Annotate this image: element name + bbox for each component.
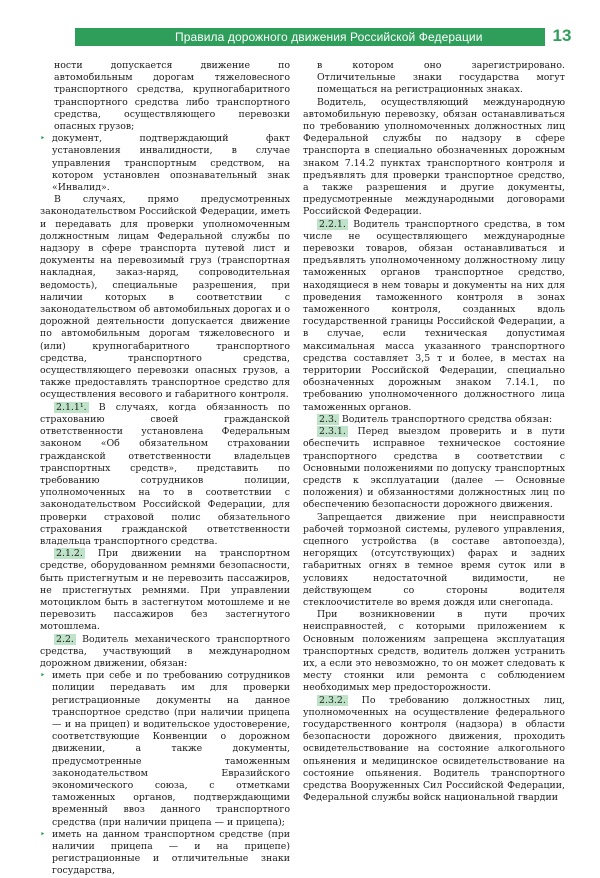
clause-text: При движении на транспортном средстве, оборудованном ремнями безопасности, быть пристегнутым и не перевозить пассажиров, не пристегнутых ремнями. При управлении мотоциклом быть в застегнутом мотошлеме и не перевозить пассажиров без застегнутого мотошлема.: [40, 548, 290, 633]
bullet-icon: ‣: [40, 134, 46, 145]
list-item-text: иметь при себе и по требованию сотрудников полиции передавать им для проверки регистрационные документы на данное транспортное средство (при наличии прицепа — и на прицеп) и водительское удостоверение, соответствующие Конвенции о дорожном движении, а также документы, предусмотренные таможенным законодательством Евразийского экономического союза, с отметками таможенных органов, подтверждающими временный ввоз данного транспортного средства (при наличии прицепа — и прицепа);: [52, 670, 290, 828]
paragraph: В случаях, прямо предусмотренных законодательством Российской Федерации, иметь и передавать для проверки уполномоченным должностным лицам Федеральной службы по надзору в сфере транспорта путевой лист и документы на перевозимый груз (транспортная накладная, заказ-наряд, сопроводительная ведомость), специальные разрешения, при наличии которых в соответствии с законодательством об автомобильных дорогах и о дорожной деятельности допускается движение по автомобильным дорогам тяжеловесного и (или) крупногабаритного транспортного средства, транспортного средства, осуществляющего перевозки опасных грузов, а также предоставлять транспортное средство для осуществления весового и габаритного контроля.: [40, 194, 290, 401]
clause-2-3-1: [303, 426, 565, 511]
list-item-text: иметь на данном транспортном средстве (при наличии прицепа — и на прицепе) регистрационные и отличительные знаки государства,: [52, 828, 290, 877]
paragraph: Водитель, осуществляющий международную автомобильную перевозку, обязан останавливаться по требованию уполномоченных должностных лиц Федеральной службы по надзору в сфере транспорта в специально обозначенных дорожным знаком 7.14.2 пунктах транспортного контроля и предъявлять для проверки транспортное средство, а также разрешения и другие документы, предусмотренные международными договорами Российской Федерации.: [303, 96, 565, 218]
clause-number: 2.3.1.: [319, 426, 346, 438]
clause-number: 2.2.: [56, 633, 74, 645]
bullet-icon: ‣: [40, 829, 46, 840]
list-item: [40, 829, 290, 878]
paragraph: в котором оно зарегистрировано. Отличительные знаки государства могут помещаться на регистрационных знаках.: [317, 60, 565, 96]
clause-number: 2.1.1¹.: [56, 401, 87, 413]
clause-text: Перед выездом проверить и в пути обеспечить исправное техническое состояние транспортного средства в соответствии с Основными положениями по допуску транспортных средств к эксплуатации (далее — Основные положения) и обязанностями должностных лиц по обеспечению безопасности дорожного движения.: [303, 426, 565, 511]
clause-number: 2.3.2.: [319, 694, 346, 706]
clause-text: По требованию должностных лиц, уполномоченных на осуществление федерального государственного контроля (надзора) в области безопасности дорожного движения, проходить освидетельствование на состояние алкогольного опьянения и медицинское освидетельствование на состояние опьянения. Водитель транспортного средства Вооруженных Сил Российской Федерации, Федеральной службы войск национальной гвардии: [303, 694, 565, 804]
clause-2-3-2: [303, 695, 565, 805]
page-number: 13: [552, 26, 572, 45]
paragraph: При возникновении в пути прочих неисправностей, с которыми приложением к Основным положениям запрещена эксплуатация транспортных средств, водитель должен устранить их, а если это невозможно, то он может следовать к месту стоянки или ремонта с соблюдением необходимых мер предосторожности.: [303, 609, 565, 694]
paragraph: ности допускается движение по автомобильным дорогам тяжеловесного транспортного средства, крупногабаритного транспортного средства либо транспортного средства, осуществляющего перевозки опасных грузов;: [54, 60, 290, 133]
clause-text: Водитель механического транспортного средства, участвующий в международном дорожном движении, обязан:: [40, 633, 290, 669]
running-title: Правила дорожного движения Российской Федерации: [175, 30, 483, 44]
clause-number: 2.3.: [319, 413, 337, 425]
clause-text: Водитель транспортного средства, в том числе не осуществляющего международные перевозки товаров, обязан останавливаться и предъявлять уполномоченному должностному лицу таможенных органов транспортное средство, находящиеся в нем товары и документы на них для проведения таможенного контроля в зонах таможенного контроля, созданных вдоль государственной границы Российской Федерации, а в случае, если техническая допустимая максимальная масса указанного транспортного средства составляет 3,5 т и более, в местах на территории Российской Федерации, специально обозначенных дорожным знаком 7.14.1, по требованию уполномоченного должностного лица таможенных органов.: [303, 218, 565, 413]
clause-text: В случаях, когда обязанность по страхованию своей гражданской ответственности установлена Федеральным законом «Об обязательном страховании гражданской ответственности владельцев транспортных средств», представить по требованию сотрудников полиции, уполномоченных на то в соответствии с законодательством Российской Федерации, для проверки страховой полис обязательного страхования гражданской ответственности владельца транспортного средства.: [40, 401, 291, 547]
clause-number: 2.2.1.: [319, 218, 346, 230]
page-header: [0, 0, 600, 62]
clause-2-1-1-1: [40, 402, 290, 548]
bullet-icon: ‣: [40, 671, 46, 682]
list-item: [40, 133, 290, 194]
clause-2-3: [303, 414, 565, 426]
left-column: [40, 60, 290, 878]
clause-number: 2.1.2.: [56, 548, 83, 560]
paragraph: Запрещается движение при неисправности рабочей тормозной системы, рулевого управления, сцепного устройства (в составе автопоезда), негорящих (отсутствующих) фарах и задних габаритных огнях в темное время суток или в условиях недостаточной видимости, не действующем со стороны водителя стеклоочистителе во время дождя или снегопада.: [303, 511, 565, 608]
clause-2-2-1: [303, 219, 565, 414]
clause-text: Водитель транспортного средства обязан:: [341, 413, 553, 425]
clause-2-1-2: [40, 548, 290, 633]
clause-2-2: [40, 634, 290, 671]
right-column: [303, 60, 565, 804]
list-item: [40, 670, 290, 829]
list-item-text: документ, подтверждающий факт установления инвалидности, в случае управления транспортным средством, на котором установлен опознавательный знак «Инвалид».: [52, 133, 290, 194]
